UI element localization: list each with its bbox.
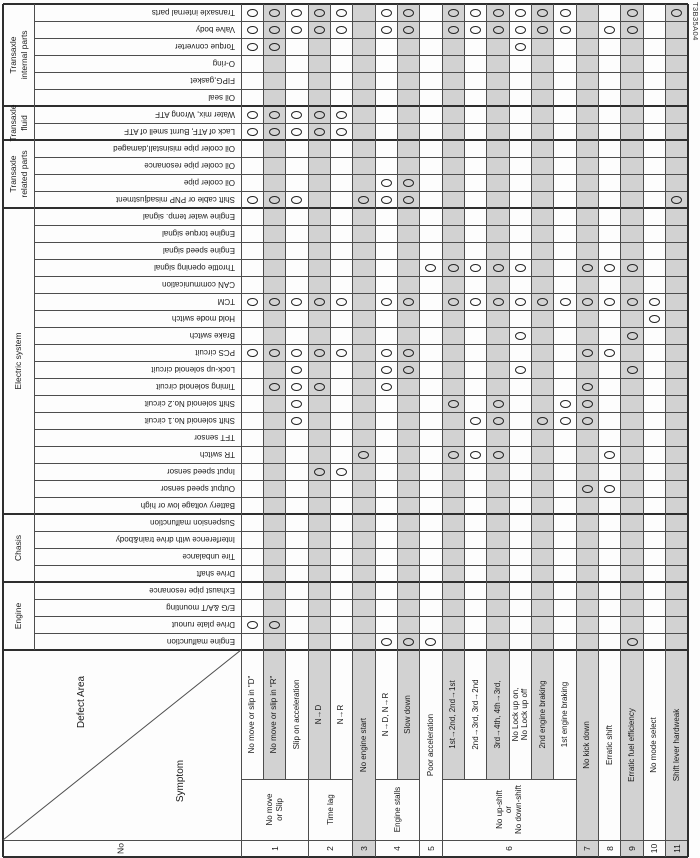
group-number-text xyxy=(442,840,576,857)
label-line: Engine xyxy=(13,602,24,630)
label-line: 2nd engine braking xyxy=(538,680,547,749)
symptom-label xyxy=(442,650,464,779)
label-line: No move xyxy=(265,793,275,826)
matrix-circle xyxy=(470,9,481,17)
defect-group-label xyxy=(3,106,34,140)
matrix-circle xyxy=(582,383,593,391)
matrix-circle xyxy=(627,264,638,272)
label-line: Poor acceleration xyxy=(426,713,436,777)
label-line: N→D xyxy=(314,704,324,725)
matrix-circle xyxy=(537,298,548,306)
part-label: Engine speed signal xyxy=(162,246,235,255)
symptom-label-header: Symptom xyxy=(175,759,186,803)
matrix-circle xyxy=(269,111,280,119)
matrix-circle xyxy=(403,179,414,187)
matrix-circle xyxy=(537,417,548,425)
group-number-text xyxy=(666,840,688,857)
label-line: N→D, N→R xyxy=(381,692,391,737)
matrix-circle xyxy=(403,298,414,306)
matrix-circle xyxy=(604,264,615,272)
matrix-circle xyxy=(247,9,258,17)
group-number xyxy=(576,840,598,857)
group-number-text xyxy=(375,840,420,857)
matrix-circle xyxy=(627,26,638,34)
part-label: Water mix, Wrong ATF xyxy=(155,110,235,119)
matrix-circle xyxy=(582,349,593,357)
symptom-group-label xyxy=(308,779,353,840)
matrix-circle xyxy=(448,298,459,306)
matrix-circle xyxy=(515,298,526,306)
symptom-label-text xyxy=(420,650,442,840)
label-line: or xyxy=(504,805,514,814)
label-line: No Lock up off xyxy=(520,688,530,741)
matrix-circle xyxy=(336,349,347,357)
label-line: Time lag xyxy=(325,794,335,825)
part-label: Timing solenoid circuit xyxy=(156,382,235,391)
matrix-circle xyxy=(291,349,302,357)
matrix-circle xyxy=(560,298,571,306)
group-number xyxy=(241,840,308,857)
matrix-circle xyxy=(627,638,638,646)
matrix-circle xyxy=(470,451,481,459)
matrix-circle xyxy=(470,298,481,306)
matrix-circle xyxy=(403,196,414,204)
matrix-circle xyxy=(358,196,369,204)
matrix-circle xyxy=(247,621,258,629)
part-label: Shift solenoid No.1 circuit xyxy=(144,416,235,425)
part-label: Output speed sensor xyxy=(160,484,235,493)
matrix-circle xyxy=(582,417,593,425)
label-line: 1st→2nd, 2nd→1st xyxy=(448,680,458,749)
symptom-label xyxy=(621,650,643,840)
group-number-text xyxy=(621,840,643,857)
matrix-circle xyxy=(336,9,347,17)
matrix-circle xyxy=(314,111,325,119)
symptom-label xyxy=(420,650,442,840)
matrix-circle xyxy=(582,264,593,272)
part-label: Torque converter xyxy=(174,42,235,51)
symptom-label-text xyxy=(286,650,308,779)
matrix-circle xyxy=(671,196,682,204)
symptom-label-text xyxy=(241,650,263,779)
symptom-label-text xyxy=(621,650,643,840)
defect-group-label-text xyxy=(3,514,34,582)
symptom-label xyxy=(353,650,375,840)
label-line: N→R xyxy=(336,704,346,725)
matrix-circle xyxy=(381,383,392,391)
matrix-circle xyxy=(604,349,615,357)
label-line: Slip on acceleration xyxy=(292,679,302,750)
symptom-group-label xyxy=(241,779,308,840)
defect-group-label xyxy=(3,514,34,582)
matrix-circle xyxy=(247,43,258,51)
part-label: Shift cable or PNP misadjustment xyxy=(115,195,235,204)
group-number-text xyxy=(353,840,375,857)
symptom-group-label xyxy=(375,779,420,840)
matrix-circle xyxy=(269,621,280,629)
part-label: Transaxle internal parts xyxy=(151,8,235,17)
matrix-circle xyxy=(425,638,436,646)
label-line: Transaxle xyxy=(8,36,19,74)
part-label: Tire unbalance xyxy=(182,552,235,561)
matrix-circle xyxy=(627,9,638,17)
symptom-group-label-text xyxy=(442,779,576,840)
symptom-label xyxy=(576,650,598,840)
matrix-circle xyxy=(537,26,548,34)
part-label: E/G &A/T mounting xyxy=(166,603,235,612)
part-label: Drive plate runout xyxy=(171,620,235,629)
part-label: Engine malfunction xyxy=(166,637,235,646)
symptom-label xyxy=(241,650,263,779)
matrix-circle xyxy=(247,26,258,34)
matrix-circle xyxy=(269,349,280,357)
matrix-circle xyxy=(247,196,258,204)
matrix-circle xyxy=(604,298,615,306)
diagonal-line xyxy=(3,650,241,840)
part-label: Shift solenoid No.2 circuit xyxy=(144,399,235,408)
matrix-circle xyxy=(269,26,280,34)
group-number xyxy=(353,840,375,857)
symptom-label xyxy=(286,650,308,779)
label-line: 2nd→3rd, 3rd→2nd xyxy=(470,679,480,750)
part-label: CAN communication xyxy=(162,280,235,289)
label-line: related parts xyxy=(18,150,29,198)
defect-group-label xyxy=(3,4,34,106)
part-label: Brake switch xyxy=(189,331,235,340)
label-line: 11 xyxy=(671,844,682,853)
symptom-label xyxy=(487,650,509,779)
matrix-circle xyxy=(537,9,548,17)
matrix-circle xyxy=(336,468,347,476)
symptom-label xyxy=(308,650,330,779)
matrix-circle xyxy=(403,638,414,646)
part-label: Exhaust pipe resonance xyxy=(149,586,235,595)
group-number xyxy=(621,840,643,857)
matrix-circle xyxy=(314,26,325,34)
symptom-label xyxy=(397,650,419,779)
symptom-label-text xyxy=(397,650,419,779)
group-number-text xyxy=(308,840,353,857)
part-label: Throttle opening signal xyxy=(154,263,235,272)
symptom-label xyxy=(554,650,576,779)
part-label: TFT sensor xyxy=(194,433,235,442)
matrix-circle xyxy=(336,128,347,136)
matrix-circle xyxy=(291,366,302,374)
label-line: 3rd→4th, 4th→3rd, xyxy=(493,680,503,749)
label-line: 10 xyxy=(649,843,660,854)
matrix-circle xyxy=(493,400,504,408)
matrix-circle xyxy=(314,128,325,136)
matrix-circle xyxy=(470,26,481,34)
matrix-circle xyxy=(403,349,414,357)
label-line: No up-shift xyxy=(495,790,505,829)
matrix-circle xyxy=(627,298,638,306)
symptom-label-text xyxy=(643,650,665,840)
symptom-label-text xyxy=(532,650,554,779)
matrix-circle xyxy=(560,400,571,408)
symptom-label-text xyxy=(330,650,352,779)
matrix-circle xyxy=(649,315,660,323)
matrix-circle xyxy=(493,264,504,272)
symptom-label xyxy=(643,650,665,840)
symptom-label-text xyxy=(599,650,621,840)
label-line: 3 xyxy=(358,846,369,851)
part-label: Oil cooler pipe resonance xyxy=(144,161,235,170)
part-label: Valve body xyxy=(196,25,235,34)
matrix-circle xyxy=(403,9,414,17)
symptom-label xyxy=(330,650,352,779)
symptom-label-text xyxy=(375,650,397,779)
label-line: or Slip xyxy=(274,798,284,821)
defect-group-label-text xyxy=(3,4,34,106)
symptom-label xyxy=(666,650,688,840)
part-label: Input speed sensor xyxy=(166,467,235,476)
label-line: fluid xyxy=(18,115,29,131)
label-line: No kick down xyxy=(582,721,592,769)
part-label: Oil seal xyxy=(208,93,235,102)
symptom-label-text xyxy=(487,650,509,779)
group-number xyxy=(375,840,420,857)
matrix-circle xyxy=(269,196,280,204)
matrix-circle xyxy=(582,485,593,493)
group-number-text xyxy=(576,840,598,857)
matrix-circle xyxy=(291,111,302,119)
matrix-circle xyxy=(314,349,325,357)
label-line: No move or slip in "D" xyxy=(247,675,257,754)
label-line: Erratic shift xyxy=(605,725,615,766)
matrix-circle xyxy=(381,349,392,357)
matrix-circle xyxy=(381,179,392,187)
defect-group-label-text xyxy=(3,106,34,140)
part-label: Engine water temp. signal xyxy=(142,212,235,221)
defect-group-label-text xyxy=(3,208,34,514)
matrix-circle xyxy=(269,383,280,391)
matrix-circle xyxy=(604,26,615,34)
matrix-circle xyxy=(269,43,280,51)
label-line: 9 xyxy=(627,846,638,851)
part-label: PCS circuit xyxy=(195,348,235,357)
matrix-circle xyxy=(314,298,325,306)
part-label: Interference with drive train&body xyxy=(115,535,235,544)
symptom-label-text xyxy=(576,650,598,840)
matrix-circle xyxy=(649,298,660,306)
defect-group-label xyxy=(3,582,34,650)
matrix-circle xyxy=(269,128,280,136)
group-number xyxy=(666,840,688,857)
symptom-group-label-text xyxy=(308,779,353,840)
matrix-circle xyxy=(291,417,302,425)
matrix-circle xyxy=(515,26,526,34)
symptom-label-text xyxy=(554,650,576,779)
part-label: TR switch xyxy=(199,450,235,459)
matrix-circle xyxy=(381,26,392,34)
matrix-circle xyxy=(336,111,347,119)
label-line: 4 xyxy=(392,846,403,851)
label-line: internal parts xyxy=(18,30,29,80)
group-number-text xyxy=(241,840,308,857)
part-label: TCM xyxy=(217,297,235,306)
label-line: 2 xyxy=(325,846,336,851)
no-column-label: No xyxy=(115,843,126,854)
figure-code xyxy=(689,2,700,60)
matrix-circle xyxy=(291,128,302,136)
symptom-label-text xyxy=(666,650,688,840)
symptom-label xyxy=(263,650,285,779)
label-line: Erratic fuel efficiency xyxy=(627,708,637,782)
matrix-circle xyxy=(493,298,504,306)
defect-group-label xyxy=(3,208,34,514)
symptom-label xyxy=(509,650,531,779)
group-number-text xyxy=(420,840,442,857)
group-number xyxy=(442,840,576,857)
matrix-circle xyxy=(314,383,325,391)
part-label: O-ring xyxy=(212,59,235,68)
matrix-circle xyxy=(582,298,593,306)
part-label: Engine torque signal xyxy=(162,229,235,238)
matrix-circle xyxy=(425,264,436,272)
matrix-circle xyxy=(291,9,302,17)
matrix-circle xyxy=(515,332,526,340)
group-number xyxy=(308,840,353,857)
matrix-circle xyxy=(493,451,504,459)
matrix-circle xyxy=(291,298,302,306)
matrix-circle xyxy=(381,366,392,374)
label-line: No down-shift xyxy=(513,785,523,834)
matrix-circle xyxy=(247,298,258,306)
defect-group-label-text xyxy=(3,582,34,650)
group-number-text xyxy=(643,840,665,857)
symptom-label-text xyxy=(263,650,285,779)
matrix-circle xyxy=(627,332,638,340)
label-line: Slow down xyxy=(403,695,413,734)
group-number-text xyxy=(599,840,621,857)
label-line: No mode select xyxy=(649,717,659,773)
group-number xyxy=(643,840,665,857)
matrix-circle xyxy=(403,366,414,374)
label-line: 5 xyxy=(425,846,436,851)
matrix-circle xyxy=(291,383,302,391)
defect-group-label-text xyxy=(3,140,34,208)
symptom-group-label xyxy=(442,779,576,840)
matrix-circle xyxy=(448,264,459,272)
matrix-circle xyxy=(515,9,526,17)
matrix-circle xyxy=(247,111,258,119)
matrix-circle xyxy=(470,264,481,272)
group-number xyxy=(420,840,442,857)
group-number xyxy=(599,840,621,857)
matrix-circle xyxy=(448,9,459,17)
matrix-circle xyxy=(403,26,414,34)
part-label: Suspension malfunction xyxy=(150,518,235,527)
matrix-circle xyxy=(627,366,638,374)
part-label: Hold mode switch xyxy=(171,314,235,323)
matrix-circle xyxy=(604,451,615,459)
matrix-circle xyxy=(269,9,280,17)
defect-area-label: Defect Area xyxy=(76,675,87,729)
matrix-circle xyxy=(515,43,526,51)
matrix-circle xyxy=(671,9,682,17)
matrix-circle xyxy=(247,128,258,136)
label-line: 1st engine braking xyxy=(560,681,570,748)
matrix-circle xyxy=(336,298,347,306)
matrix-circle xyxy=(604,485,615,493)
symptom-group-label-text xyxy=(241,779,308,840)
label-line: 1 xyxy=(269,846,280,851)
label-line: 8 xyxy=(604,846,615,851)
label-line: Electric system xyxy=(13,332,24,390)
symptom-label xyxy=(532,650,554,779)
matrix-circle xyxy=(358,451,369,459)
matrix-circle xyxy=(381,638,392,646)
matrix-circle xyxy=(381,9,392,17)
symptom-group-label-text xyxy=(375,779,420,840)
label-line: 7 xyxy=(582,846,593,851)
label-line: Shift lever hardweak xyxy=(672,708,682,782)
matrix-circle xyxy=(291,26,302,34)
matrix-circle xyxy=(448,400,459,408)
matrix-circle xyxy=(381,298,392,306)
matrix-circle xyxy=(291,400,302,408)
symptom-label-text xyxy=(465,650,487,779)
part-label: Lock-up solenoid circuit xyxy=(151,365,235,374)
matrix-circle xyxy=(493,26,504,34)
part-label: Oil cooler pipe misinstall,damaged xyxy=(113,144,235,153)
label-line: No move or slip in "R" xyxy=(269,675,279,754)
symptom-label-text xyxy=(442,650,464,779)
matrix-circle xyxy=(470,417,481,425)
symptom-label xyxy=(599,650,621,840)
part-label: Battery voltage low or high xyxy=(140,501,235,510)
symptom-label xyxy=(375,650,397,779)
matrix-circle xyxy=(448,26,459,34)
label-line: Chasis xyxy=(13,535,24,561)
label-line: 6 xyxy=(504,846,515,851)
matrix-circle xyxy=(314,9,325,17)
matrix-circle xyxy=(582,400,593,408)
matrix-circle xyxy=(448,451,459,459)
part-label: Oil cooler pipe xyxy=(183,178,235,187)
part-label: Drive shaft xyxy=(196,569,235,578)
label-line: Transaxle xyxy=(8,155,19,193)
matrix-circle xyxy=(493,417,504,425)
label-line: No engine start xyxy=(359,717,369,773)
matrix-circle xyxy=(291,196,302,204)
label-line: Transaxle xyxy=(8,104,19,142)
matrix-circle xyxy=(515,264,526,272)
matrix-circle xyxy=(560,417,571,425)
matrix-circle xyxy=(515,366,526,374)
matrix-circle xyxy=(314,468,325,476)
defect-group-label xyxy=(3,140,34,208)
matrix-circle xyxy=(493,9,504,17)
label-line: No Lock up on, xyxy=(510,687,520,742)
symptom-label-text xyxy=(353,650,375,840)
matrix-circle xyxy=(381,196,392,204)
symptom-label-text xyxy=(509,650,531,779)
matrix-circle xyxy=(269,298,280,306)
matrix-circle xyxy=(247,349,258,357)
matrix-circle xyxy=(560,26,571,34)
figure-code-text: T3B35A04 xyxy=(691,2,700,41)
part-label: FIPG,gasket xyxy=(190,76,235,85)
part-label: Lack of ATF, Burnt smell of ATF xyxy=(124,127,235,136)
symptom-label xyxy=(465,650,487,779)
matrix-circle xyxy=(336,26,347,34)
symptom-label-text xyxy=(308,650,330,779)
matrix-circle xyxy=(560,9,571,17)
label-line: Engine stalls xyxy=(392,786,402,833)
